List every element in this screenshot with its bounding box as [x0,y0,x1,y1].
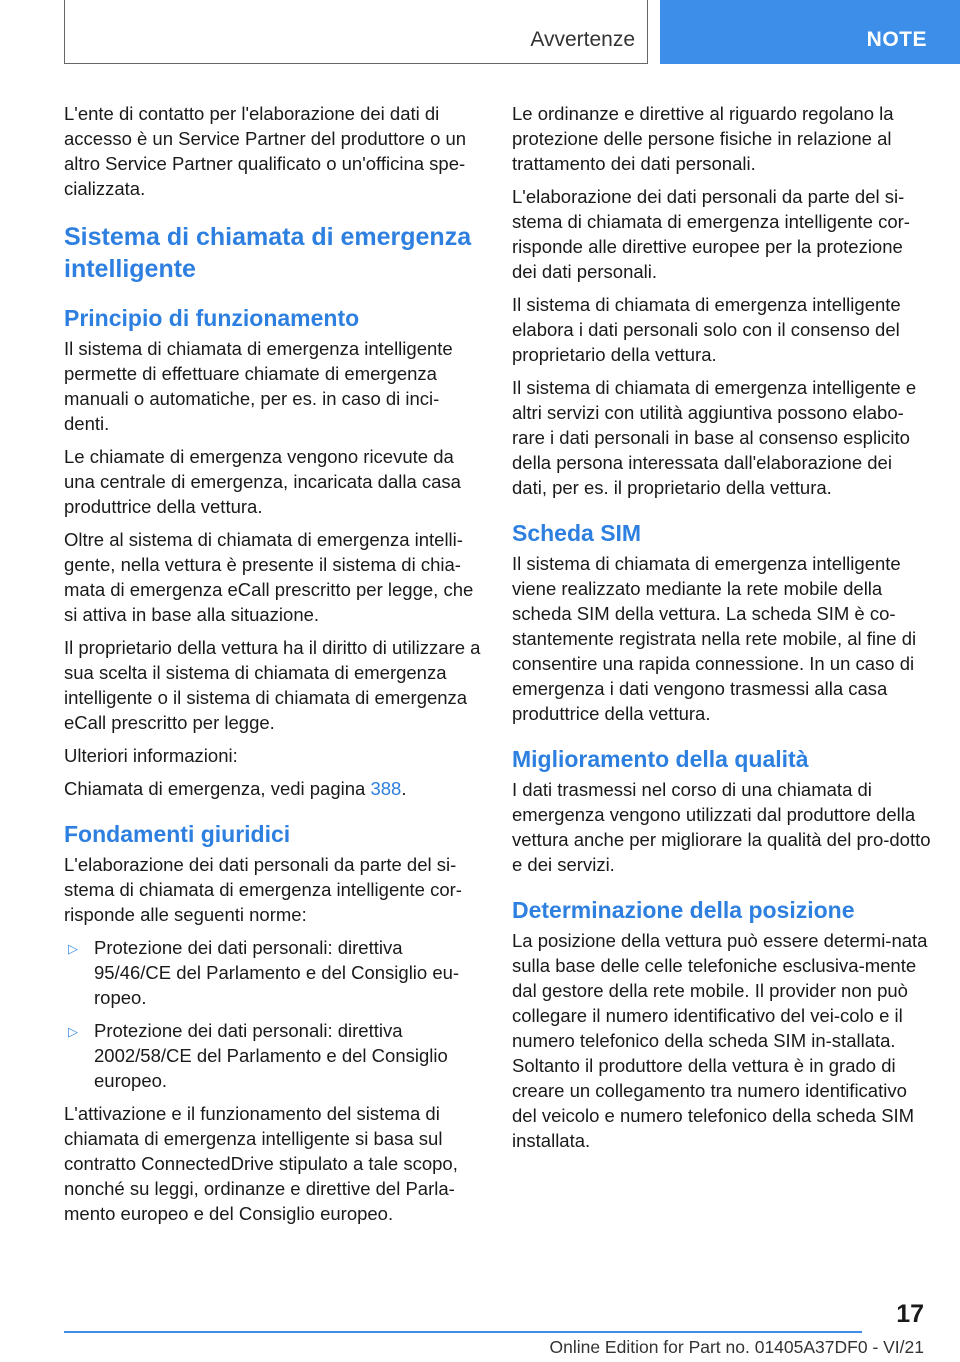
cross-reference-text: Chiamata di emergenza, vedi pagina [64,778,371,799]
header-chapter-tab [660,0,960,64]
paragraph: Le chiamate di emergenza vengono ricevute da una centrale di emergenza, incaricata dalla casa produttrice della vettura. [64,446,461,517]
footer-edition: Online Edition for Part no. 01405A37DF0 - VI/21 [549,1337,924,1357]
paragraph: Ulteriori informazioni: [64,745,238,766]
section-heading: Sistema di chiamata di emergenza intelligente [64,223,472,283]
paragraph: L'attivazione e il funzionamento del sistema di chiamata di emergenza intelligente si basa sul contratto ConnectedDrive stipulato a tale scopo, nonché su leggi, ordinanze e direttive del Parla-mento europeo e del Consiglio europeo. [64,1103,458,1224]
paragraph: L'ente di contatto per l'elaborazione dei dati di accesso è un Service Partner del produttore o un altro Service Partner qualificato o un'officina spe-cializzata. [64,103,467,199]
paragraph: Il sistema di chiamata di emergenza intelligente permette di effettuare chiamate di emergenza manuali o automatiche, per es. in caso di inci-denti. [64,338,453,434]
paragraph: Il sistema di chiamata di emergenza intelligente elabora i dati personali solo con il consenso del proprietario della vettura. [512,294,901,365]
paragraph: Il sistema di chiamata di emergenza intelligente e altri servizi con utilità aggiuntiva possono elabo-rare i dati personali in base al consenso esplicito della persona interessata dall'elaborazione dei dati, per es. il proprietario della vettura. [512,377,917,498]
paragraph: Il proprietario della vettura ha il diritto di utilizzare a sua scelta il sistema di chiamata di emergenza intelligente o il sistema di chiamata di emergenza eCall prescritto per legge. [64,637,481,733]
page-number: 17 [896,1300,924,1328]
cross-reference [64,776,482,801]
list-item [64,1018,482,1093]
list-item [64,935,482,1010]
paragraph: Le ordinanze e direttive al riguardo regolano la protezione delle persone fisiche in relazione al trattamento dei dati personali. [512,103,894,174]
subsection-heading-fondamenti: Fondamenti giuridici [64,821,291,847]
subsection-heading-qualita: Miglioramento della qualità [512,746,809,772]
paragraph: Il sistema di chiamata di emergenza intelligente viene realizzato mediante la rete mobile della scheda SIM della vettura. La scheda SIM è co-stantemente registrata nella rete mobile, al fine di consentire una rapida connessione. In un caso di emergenza i dati vengono trasmessi alla casa produttrice della vettura. [512,553,917,724]
paragraph: L'elaborazione dei dati personali da parte del si-stema di chiamata di emergenza intelligente cor-risponde alle direttive europee per la protezione dei dati personali. [512,186,910,282]
paragraph: Oltre al sistema di chiamata di emergenza intelli-gente, nella vettura è presente il sistema di chia-mata di emergenza eCall prescritto per legge, che si attiva in base alla situazione. [64,529,474,625]
subsection-heading-posizione: Determinazione della posizione [512,897,855,923]
paragraph: I dati trasmessi nel corso di una chiamata di emergenza vengono utilizzati dal produttore della vettura anche per migliorare la qualità del pro-dotto e dei servizi. [512,779,931,875]
subsection-heading-principio: Principio di funzionamento [64,305,360,331]
header-section-title: Avvertenze [530,28,635,51]
paragraph: L'elaborazione dei dati personali da parte del si-stema di chiamata di emergenza intelligente cor-risponde alle seguenti norme: [64,854,462,925]
list-item-text: Protezione dei dati personali: direttiva 2002/58/CE del Parlamento e del Consiglio europeo. [94,1020,448,1091]
list-item-text: Protezione dei dati personali: direttiva 95/46/CE del Parlamento e del Consiglio eu-ropeo. [94,937,460,1008]
right-column [512,101,932,1161]
page-link[interactable]: 388 [370,778,402,799]
triangle-bullet-icon: ▷ [68,1024,78,1039]
header-chapter-title: NOTE [866,28,927,51]
triangle-bullet-icon: ▷ [68,941,78,956]
subsection-heading-sim: Scheda SIM [512,520,642,546]
footer-divider [64,1331,862,1333]
cross-reference-period: . [401,778,407,799]
paragraph: La posizione della vettura può essere determi-nata sulla base delle celle telefoniche esclusiva-mente dal gestore della rete mobile. Il provider non può collegare il numero identificativo del vei-colo e il numero telefonico della scheda SIM in-stallata. Soltanto il produttore della vettura è in grado di creare un collegamento tra numero identificativo del veicolo e numero telefonico della scheda SIM installata. [512,930,928,1151]
left-column [64,101,482,1234]
header-section-box [64,0,648,64]
bullet-list [64,935,482,1093]
